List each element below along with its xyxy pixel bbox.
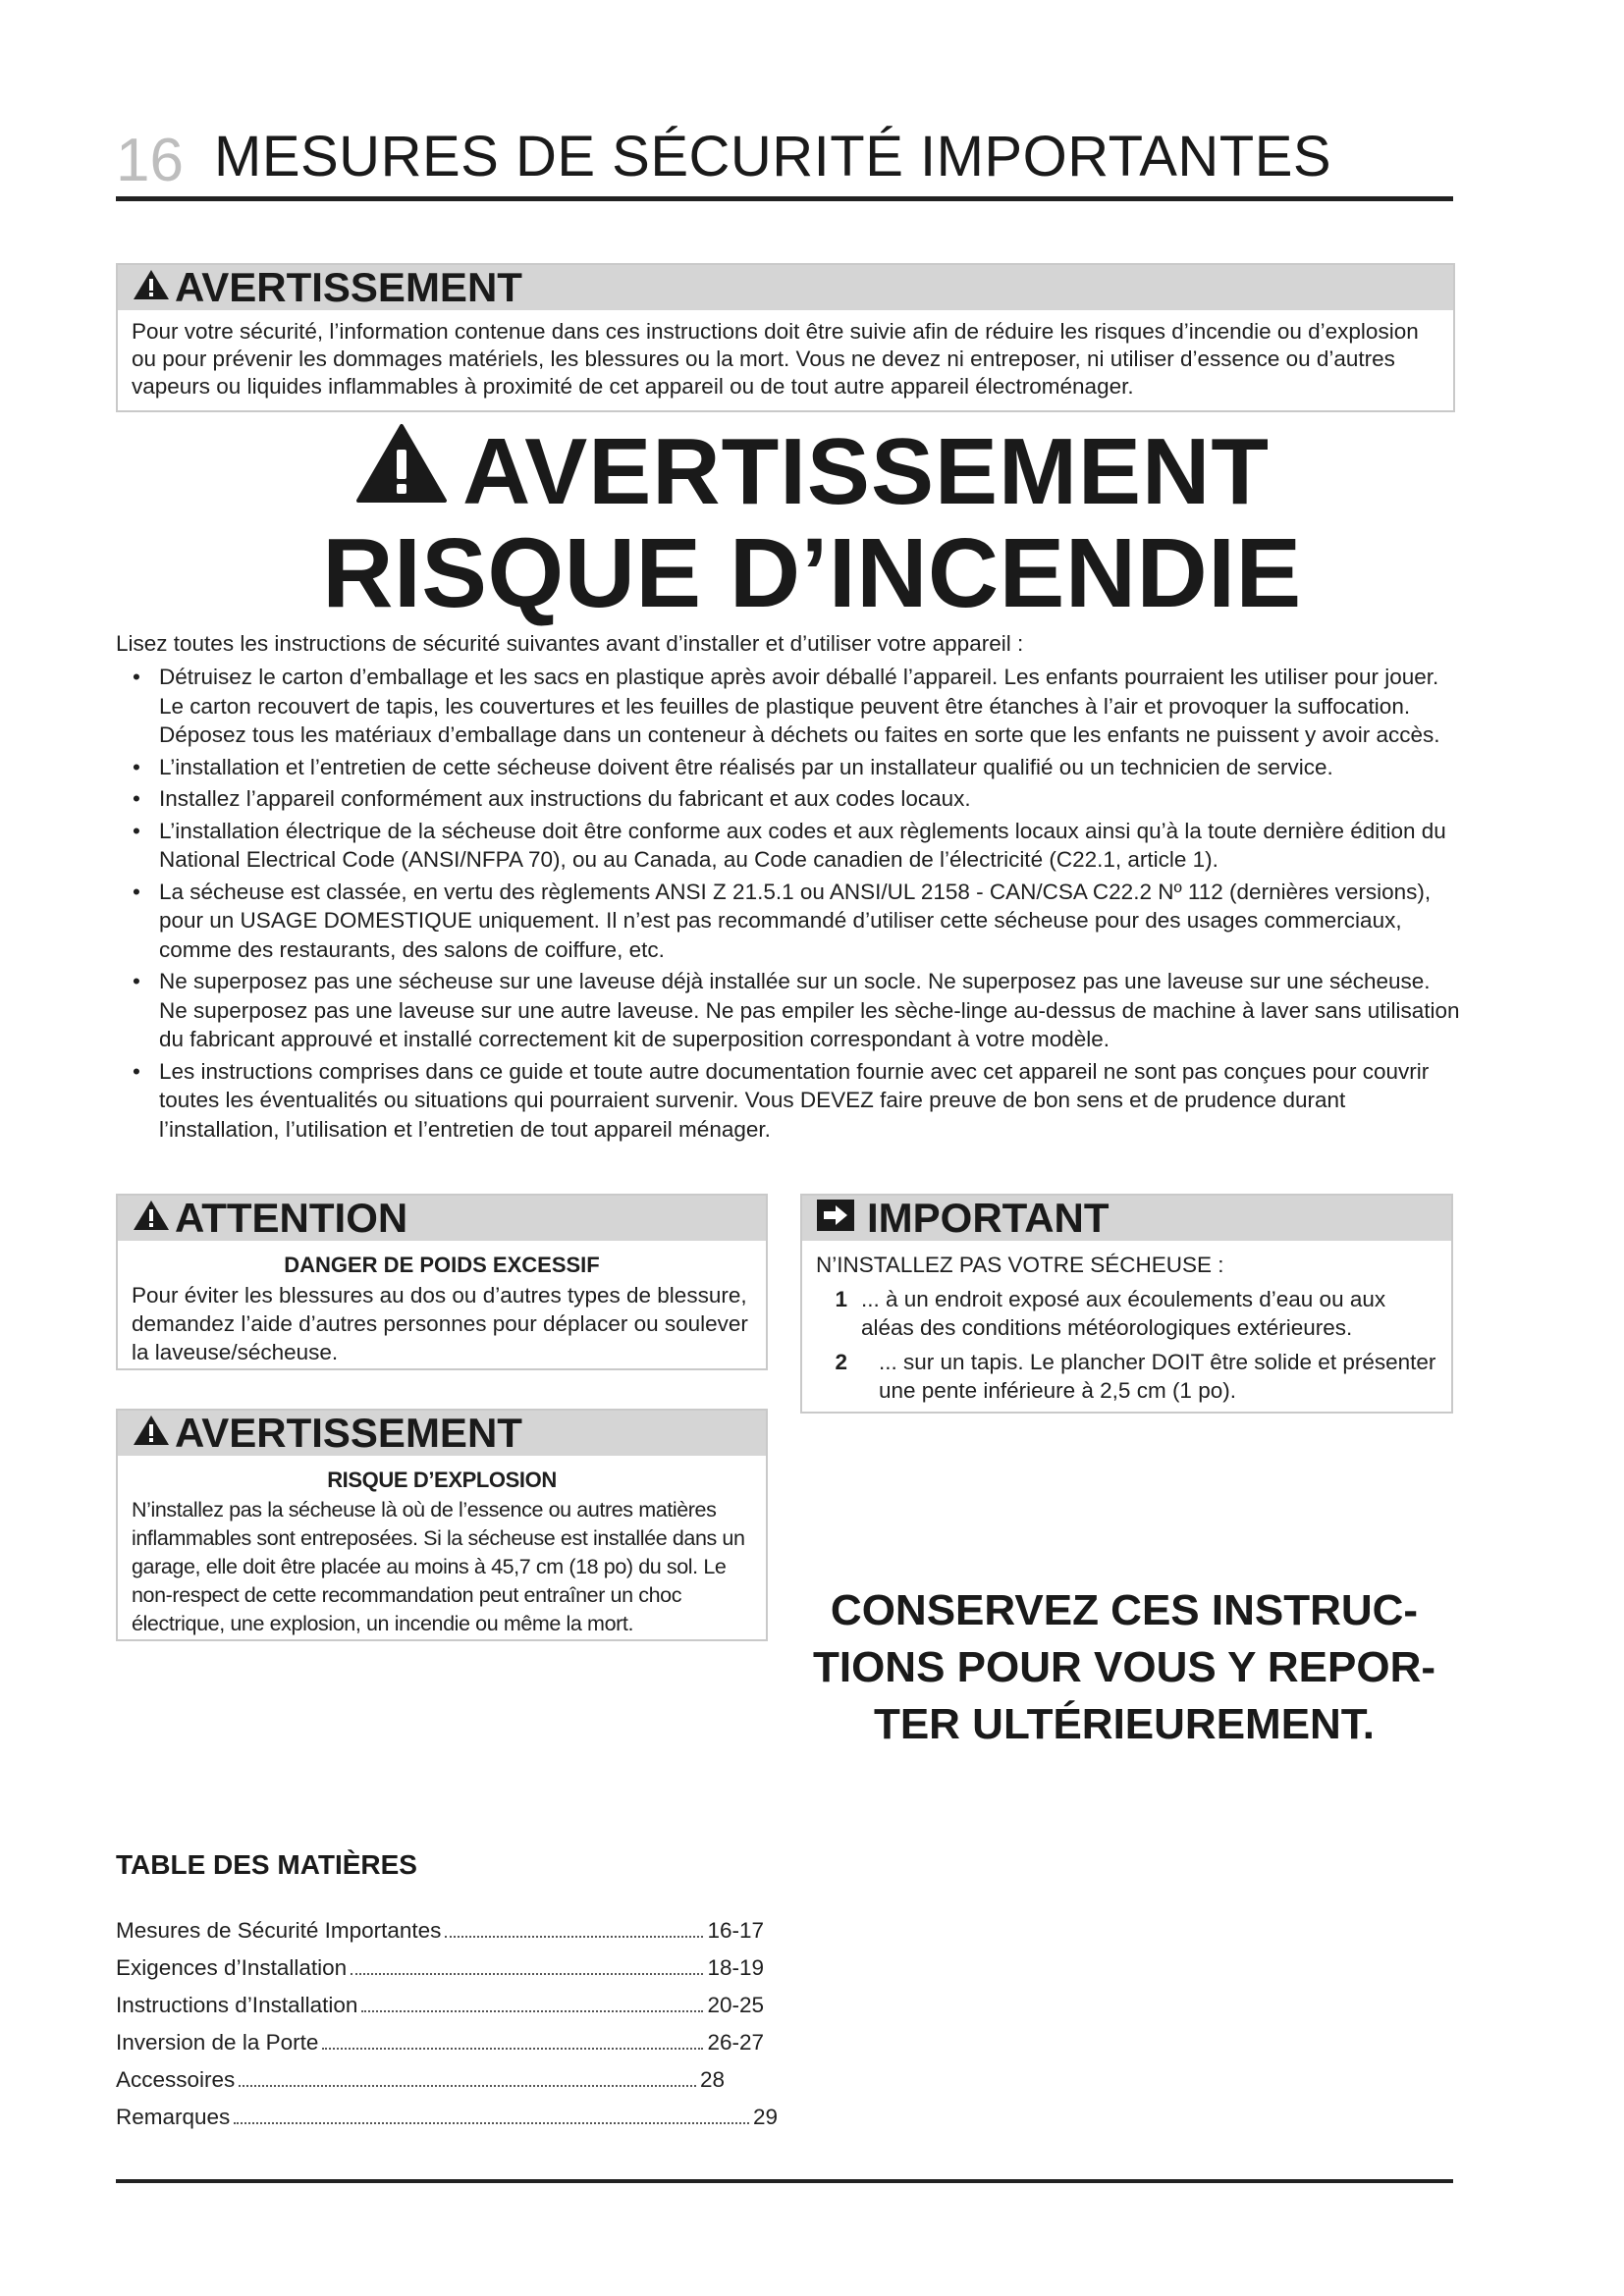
fire-risk-warning — [0, 419, 1624, 628]
page-title: MESURES DE SÉCURITÉ IMPORTANTES — [214, 125, 1332, 188]
toc-pages: 29 — [752, 2105, 778, 2129]
toc-leader — [239, 2085, 696, 2087]
top-warning-box — [116, 263, 1455, 412]
explosion-warning-heading — [118, 1411, 766, 1456]
item-text: ... sur un tapis. Le plancher DOIT être solide et présenter une pente inférieure à 2,5 cm (1 po). — [879, 1350, 1436, 1403]
attention-heading — [118, 1196, 766, 1241]
arrow-box-icon — [816, 1195, 855, 1242]
toc-row[interactable] — [116, 1906, 764, 1944]
toc-leader — [445, 1936, 703, 1938]
toc-pages: 18-19 — [707, 1955, 764, 1980]
warning-triangle-icon — [132, 264, 171, 311]
toc-leader — [351, 1973, 703, 1975]
explosion-body — [118, 1456, 766, 1644]
attention-subtitle: DANGER DE POIDS EXCESSIF — [284, 1253, 600, 1277]
toc-row[interactable] — [116, 2056, 725, 2093]
big-warning-line1: AVERTISSEMENT — [462, 419, 1270, 524]
list-item: • La sécheuse est classée, en vertu des règlements ANSI Z 21.5.1 ou ANSI/UL 2158 - CAN/CSA C22.2 Nº 112 (dernières versions), pour un USAGE DOMESTIQUE uniquement. Il n’est pas recommandé d’utiliser cette sécheuse pour des usages commerciaux, comme des restaurants, des salons de coiffure, etc. — [116, 878, 1461, 965]
explosion-warning-box — [116, 1409, 768, 1641]
important-heading — [802, 1196, 1451, 1241]
attention-title: ATTENTION — [175, 1195, 408, 1241]
list-item: • L’installation et l’entretien de cette sécheuse doivent être réalisés par un installateur qualifié ou un technicien de service. — [116, 753, 1461, 782]
toc-pages: 16-17 — [707, 1918, 764, 1943]
toc-label: Accessoires — [116, 2067, 236, 2092]
intro-text: Lisez toutes les instructions de sécurité suivantes avant d’installer et d’utiliser votre appareil : — [116, 631, 1024, 656]
footer-divider — [116, 2179, 1453, 2183]
list-item: • Installez l’appareil conformément aux instructions du fabricant et aux codes locaux. — [116, 784, 1461, 814]
page-header — [116, 118, 1453, 201]
important-list — [816, 1285, 1437, 1405]
toc-label: Remarques — [116, 2105, 231, 2129]
attention-box — [116, 1194, 768, 1370]
safety-bullet-list — [116, 663, 1461, 1147]
toc-row[interactable] — [116, 2018, 764, 2056]
toc-label: Exigences d’Installation — [116, 1955, 348, 1980]
top-warning-title: AVERTISSEMENT — [175, 264, 522, 310]
attention-text: Pour éviter les blessures au dos ou d’autres types de blessure, demandez l’aide d’autres personnes pour déplacer ou soulever la laveuse/sécheuse. — [132, 1283, 748, 1364]
list-item: • Les instructions comprises dans ce guide et toute autre documentation fournie avec cet appareil ne sont pas conçues pour couvrir toutes les éventualités ou situations qui pourraient survenir. Vous DEVEZ faire preuve de bon sens et de prudence durant l’installation, l’utilisation et l’entretien de tout appareil ménager. — [116, 1057, 1461, 1145]
page-number: 16 — [116, 127, 184, 194]
big-warning-line2: RISQUE D’INCENDIE — [322, 518, 1302, 628]
list-item: • Détruisez le carton d’emballage et les sacs en plastique après avoir déballé l’appareil. Les enfants pourraient les utiliser pour jouer. Le carton recouvert de tapis, les couvertures et les feuilles de plastique peuvent être étanches à l’air et provoquer la suffocation. Déposez tous les matériaux d’emballage dans un conteneur à déchets ou faites en sorte que les enfants ne puissent y avoir accès. — [116, 663, 1461, 750]
table-of-contents — [116, 1906, 778, 2130]
list-item — [816, 1285, 1437, 1342]
explosion-subtitle: RISQUE D’EXPLOSION — [327, 1468, 557, 1492]
explosion-text: N’installez pas la sécheuse là où de l’essence ou autres matières inflammables sont entreposées. Si la sécheuse est installée dans un garage, elle doit être placée au moins à 45,7 cm (18 po) du sol. Le non-respect de cette recommandation peut entraîner un choc électrique, une explosion, un incendie ou même la mort. — [132, 1498, 745, 1635]
top-warning-heading — [118, 265, 1453, 310]
notice-line: TIONS POUR VOUS Y REPOR- — [812, 1643, 1436, 1691]
important-intro: N’INSTALLEZ PAS VOTRE SÉCHEUSE : — [816, 1253, 1224, 1277]
important-body — [802, 1241, 1451, 1411]
notice-line: CONSERVEZ CES INSTRUC- — [830, 1586, 1419, 1634]
item-text: ... à un endroit exposé aux écoulements d’eau ou aux aléas des conditions météorologiques extérieures. — [861, 1287, 1386, 1340]
toc-title: TABLE DES MATIÈRES — [116, 1849, 417, 1880]
toc-row[interactable] — [116, 2093, 778, 2130]
attention-body — [118, 1241, 766, 1372]
toc-leader — [322, 2048, 703, 2050]
top-warning-text: Pour votre sécurité, l’information contenue dans ces instructions doit être suivie afin de réduire les risques d’incendie ou d’explosion ou pour prévenir les dommages matériels, les blessures ou la mort. Vous ne devez ni entreposer, ni utiliser d’essence ou d’autres vapeurs ou liquides inflammables à proximité de cet appareil ou de tout autre appareil électroménager. — [132, 319, 1419, 399]
list-item: • L’installation électrique de la sécheuse doit être conforme aux codes et aux règlements locaux ainsi qu’à la toute dernière édition du National Electrical Code (ANSI/NFPA 70), ou au Canada, au Code canadien de l’électricité (C22.1, article 1). — [116, 817, 1461, 875]
list-item: • Ne superposez pas une sécheuse sur une laveuse déjà installée sur un socle. Ne superposez pas une laveuse sur une sécheuse. Ne superposez pas une laveuse sur une autre laveuse. Ne pas empiler les sèche-linge au-dessus de machine à laver sans utilisation du fabricant approuvé et installé correctement kit de superposition correspondant à votre modèle. — [116, 967, 1461, 1054]
toc-row[interactable] — [116, 1981, 764, 2018]
toc-pages: 26-27 — [707, 2030, 764, 2055]
list-item — [816, 1348, 1437, 1405]
notice-line: TER ULTÉRIEUREMENT. — [873, 1700, 1376, 1748]
warning-triangle-icon — [132, 1195, 171, 1242]
toc-leader — [234, 2122, 749, 2124]
warning-triangle-icon — [354, 422, 449, 522]
item-number: 2 — [835, 1350, 847, 1374]
warning-triangle-icon — [132, 1410, 171, 1457]
toc-label: Mesures de Sécurité Importantes — [116, 1918, 442, 1943]
toc-leader — [361, 2010, 703, 2012]
toc-pages: 28 — [699, 2067, 725, 2092]
save-instructions-notice — [790, 1582, 1458, 1753]
toc-label: Instructions d’Installation — [116, 1993, 358, 2017]
important-title: IMPORTANT — [867, 1195, 1110, 1241]
toc-label: Inversion de la Porte — [116, 2030, 319, 2055]
toc-row[interactable] — [116, 1944, 764, 1981]
toc-pages: 20-25 — [707, 1993, 764, 2017]
explosion-warning-title: AVERTISSEMENT — [175, 1410, 522, 1456]
item-number: 1 — [835, 1287, 847, 1311]
important-box — [800, 1194, 1453, 1414]
